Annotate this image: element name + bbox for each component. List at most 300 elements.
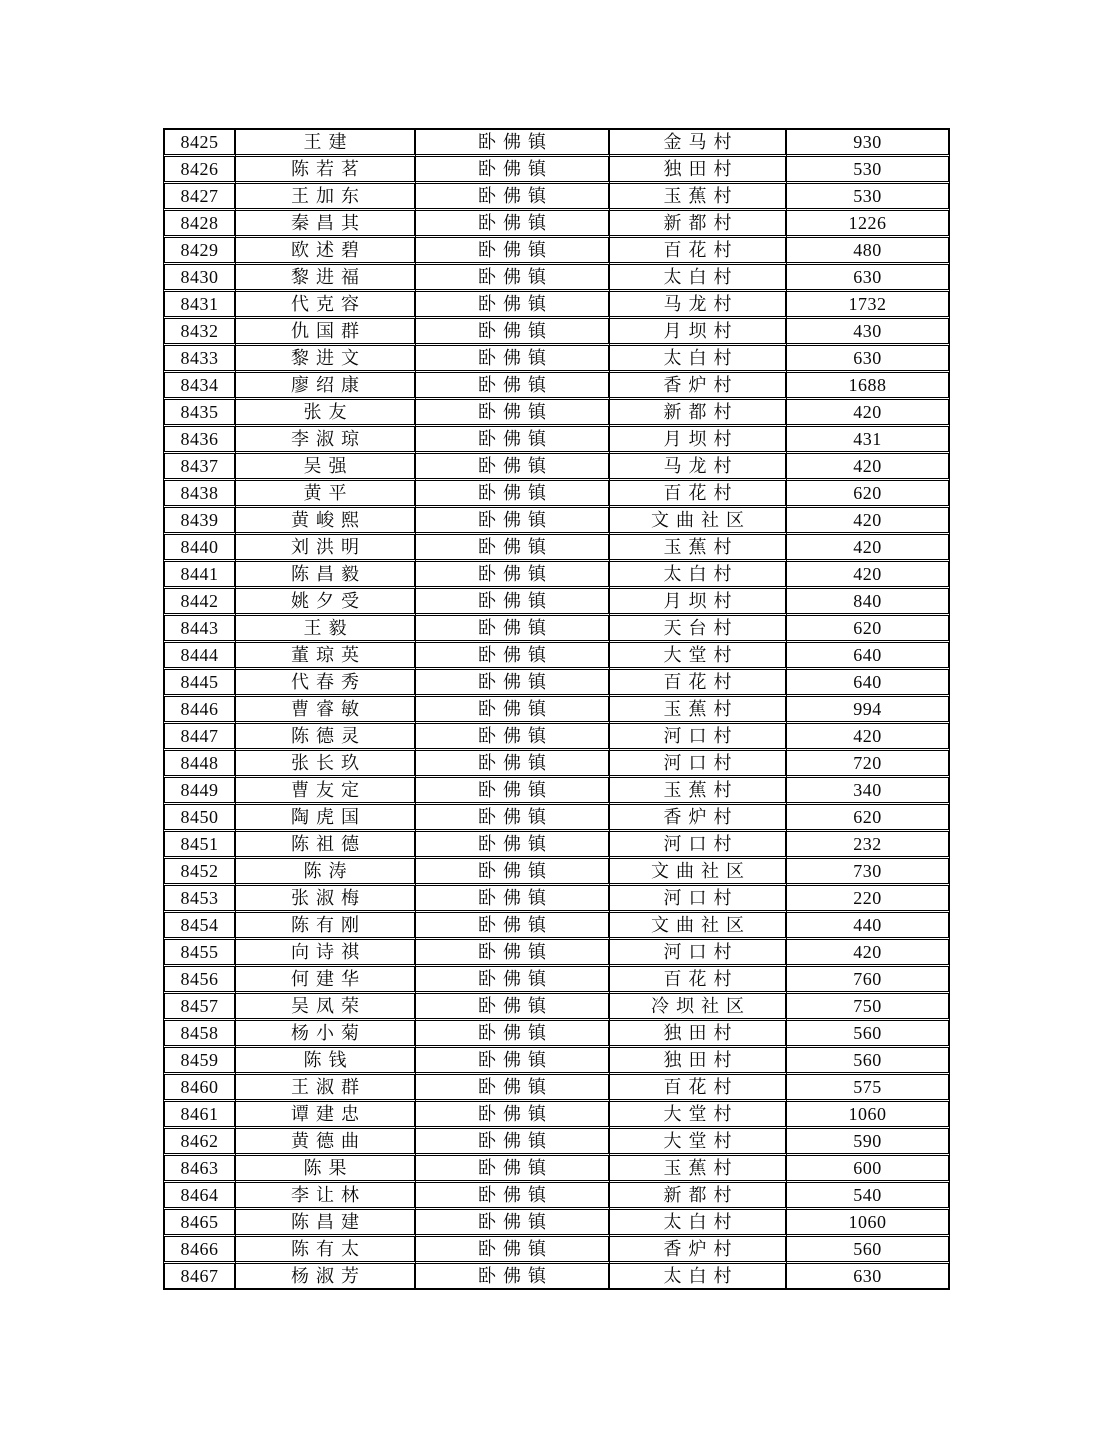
amount-text: 560	[853, 1239, 882, 1259]
cell-village	[610, 859, 787, 886]
name-text: 陈德灵	[291, 726, 366, 746]
cell-village	[610, 373, 787, 400]
town-text: 卧佛镇	[478, 564, 553, 584]
town-text: 卧佛镇	[478, 1266, 553, 1286]
records-table	[163, 128, 950, 1290]
town-text: 卧佛镇	[478, 1077, 553, 1097]
table-row	[163, 481, 950, 508]
cell-village	[610, 265, 787, 292]
amount-text: 620	[853, 618, 882, 638]
town-text: 卧佛镇	[478, 510, 553, 530]
cell-town	[416, 643, 610, 670]
name-text: 陈有太	[291, 1239, 366, 1259]
cell-id	[163, 265, 236, 292]
name-text: 谭建忠	[291, 1104, 366, 1124]
village-text: 百花村	[663, 483, 739, 503]
table-row	[163, 1102, 950, 1129]
id-text: 8458	[180, 1023, 219, 1043]
amount-text: 420	[853, 510, 882, 530]
village-text: 玉蕉村	[663, 186, 739, 206]
cell-town	[416, 1021, 610, 1048]
amount-text: 1732	[848, 294, 887, 314]
cell-id	[163, 1183, 236, 1210]
cell-id	[163, 211, 236, 238]
village-text: 文曲社区	[651, 861, 751, 881]
town-text: 卧佛镇	[478, 267, 553, 287]
cell-village	[610, 589, 787, 616]
town-text: 卧佛镇	[478, 483, 553, 503]
name-text: 黎进文	[291, 348, 366, 368]
cell-town	[416, 1129, 610, 1156]
cell-village	[610, 1237, 787, 1264]
id-text: 8434	[180, 375, 219, 395]
town-text: 卧佛镇	[478, 1212, 553, 1232]
cell-name	[236, 562, 416, 589]
cell-town	[416, 535, 610, 562]
cell-id	[163, 589, 236, 616]
cell-id	[163, 128, 236, 157]
name-text: 刘洪明	[291, 537, 366, 557]
cell-town	[416, 751, 610, 778]
cell-village	[610, 778, 787, 805]
cell-amount	[787, 1048, 950, 1075]
village-text: 香炉村	[663, 1239, 739, 1259]
village-text: 玉蕉村	[663, 780, 739, 800]
amount-text: 420	[853, 402, 882, 422]
town-text: 卧佛镇	[478, 915, 553, 935]
amount-text: 1060	[848, 1212, 887, 1232]
table-row	[163, 859, 950, 886]
amount-text: 560	[853, 1050, 882, 1070]
table-row	[163, 454, 950, 481]
cell-name	[236, 1129, 416, 1156]
cell-village	[610, 128, 787, 157]
cell-name	[236, 1075, 416, 1102]
name-text: 陈钱	[303, 1050, 354, 1070]
cell-village	[610, 805, 787, 832]
cell-id	[163, 373, 236, 400]
town-text: 卧佛镇	[478, 537, 553, 557]
cell-amount	[787, 697, 950, 724]
table-row	[163, 1237, 950, 1264]
table-row	[163, 373, 950, 400]
cell-village	[610, 1075, 787, 1102]
cell-town	[416, 346, 610, 373]
cell-town	[416, 128, 610, 157]
name-text: 李让林	[291, 1185, 366, 1205]
cell-amount	[787, 670, 950, 697]
name-text: 王加东	[291, 186, 366, 206]
id-text: 8455	[180, 942, 219, 962]
table-row	[163, 535, 950, 562]
amount-text: 560	[853, 1023, 882, 1043]
town-text: 卧佛镇	[478, 348, 553, 368]
id-text: 8466	[180, 1239, 219, 1259]
cell-id	[163, 1075, 236, 1102]
amount-text: 575	[853, 1077, 882, 1097]
cell-amount	[787, 967, 950, 994]
amount-text: 420	[853, 726, 882, 746]
table-row	[163, 1156, 950, 1183]
id-text: 8453	[180, 888, 219, 908]
village-text: 新都村	[663, 1185, 739, 1205]
cell-amount	[787, 508, 950, 535]
amount-text: 1060	[848, 1104, 887, 1124]
cell-name	[236, 832, 416, 859]
cell-name	[236, 319, 416, 346]
cell-amount	[787, 1021, 950, 1048]
cell-village	[610, 400, 787, 427]
cell-town	[416, 832, 610, 859]
id-text: 8428	[180, 213, 219, 233]
cell-amount	[787, 1210, 950, 1237]
id-text: 8433	[180, 348, 219, 368]
name-text: 陈昌建	[291, 1212, 366, 1232]
cell-town	[416, 319, 610, 346]
amount-text: 590	[853, 1131, 882, 1151]
village-text: 文曲社区	[651, 915, 751, 935]
town-text: 卧佛镇	[478, 1158, 553, 1178]
cell-id	[163, 778, 236, 805]
cell-village	[610, 751, 787, 778]
cell-amount	[787, 1156, 950, 1183]
cell-village	[610, 1210, 787, 1237]
table-row	[163, 1048, 950, 1075]
cell-name	[236, 481, 416, 508]
id-text: 8454	[180, 915, 219, 935]
cell-id	[163, 1210, 236, 1237]
cell-name	[236, 292, 416, 319]
id-text: 8435	[180, 402, 219, 422]
cell-id	[163, 724, 236, 751]
cell-name	[236, 400, 416, 427]
cell-amount	[787, 859, 950, 886]
cell-amount	[787, 535, 950, 562]
table-row	[163, 562, 950, 589]
cell-id	[163, 346, 236, 373]
cell-amount	[787, 751, 950, 778]
cell-town	[416, 562, 610, 589]
table-row	[163, 1075, 950, 1102]
cell-amount	[787, 589, 950, 616]
cell-town	[416, 1156, 610, 1183]
id-text: 8446	[180, 699, 219, 719]
cell-id	[163, 184, 236, 211]
cell-amount	[787, 373, 950, 400]
cell-town	[416, 265, 610, 292]
town-text: 卧佛镇	[478, 942, 553, 962]
cell-village	[610, 1264, 787, 1290]
cell-name	[236, 859, 416, 886]
amount-text: 420	[853, 456, 882, 476]
village-text: 玉蕉村	[663, 1158, 739, 1178]
amount-text: 600	[853, 1158, 882, 1178]
name-text: 黄德曲	[291, 1131, 366, 1151]
cell-id	[163, 427, 236, 454]
table-row	[163, 1183, 950, 1210]
cell-town	[416, 859, 610, 886]
name-text: 杨小菊	[291, 1023, 366, 1043]
cell-town	[416, 940, 610, 967]
cell-id	[163, 670, 236, 697]
id-text: 8439	[180, 510, 219, 530]
amount-text: 480	[853, 240, 882, 260]
name-text: 姚夕受	[291, 591, 366, 611]
table-row	[163, 832, 950, 859]
name-text: 王淑群	[291, 1077, 366, 1097]
cell-village	[610, 670, 787, 697]
name-text: 张淑梅	[291, 888, 366, 908]
cell-id	[163, 1237, 236, 1264]
id-text: 8441	[180, 564, 219, 584]
town-text: 卧佛镇	[478, 1185, 553, 1205]
name-text: 陈若茗	[291, 159, 366, 179]
town-text: 卧佛镇	[478, 807, 553, 827]
cell-amount	[787, 1129, 950, 1156]
table-row	[163, 886, 950, 913]
cell-village	[610, 832, 787, 859]
village-text: 玉蕉村	[663, 699, 739, 719]
cell-village	[610, 697, 787, 724]
id-text: 8461	[180, 1104, 219, 1124]
cell-id	[163, 481, 236, 508]
cell-name	[236, 886, 416, 913]
cell-id	[163, 238, 236, 265]
village-text: 香炉村	[663, 807, 739, 827]
table-row	[163, 724, 950, 751]
town-text: 卧佛镇	[478, 618, 553, 638]
cell-village	[610, 211, 787, 238]
cell-village	[610, 967, 787, 994]
village-text: 马龙村	[663, 456, 739, 476]
table-row	[163, 427, 950, 454]
id-text: 8460	[180, 1077, 219, 1097]
cell-name	[236, 805, 416, 832]
town-text: 卧佛镇	[478, 375, 553, 395]
table-row	[163, 292, 950, 319]
id-text: 8465	[180, 1212, 219, 1232]
cell-id	[163, 832, 236, 859]
table-row	[163, 616, 950, 643]
cell-id	[163, 994, 236, 1021]
table-row	[163, 940, 950, 967]
table-row	[163, 589, 950, 616]
town-text: 卧佛镇	[478, 861, 553, 881]
town-text: 卧佛镇	[478, 321, 553, 341]
id-text: 8429	[180, 240, 219, 260]
cell-village	[610, 508, 787, 535]
cell-id	[163, 454, 236, 481]
cell-amount	[787, 319, 950, 346]
village-text: 独田村	[663, 159, 739, 179]
table-row	[163, 751, 950, 778]
cell-village	[610, 157, 787, 184]
table-row	[163, 128, 950, 157]
cell-village	[610, 346, 787, 373]
cell-amount	[787, 454, 950, 481]
cell-village	[610, 724, 787, 751]
cell-village	[610, 1048, 787, 1075]
cell-name	[236, 454, 416, 481]
id-text: 8430	[180, 267, 219, 287]
town-text: 卧佛镇	[478, 240, 553, 260]
name-text: 李淑琼	[291, 429, 366, 449]
village-text: 天台村	[663, 618, 739, 638]
name-text: 陶虎国	[291, 807, 366, 827]
cell-village	[610, 184, 787, 211]
amount-text: 640	[853, 645, 882, 665]
amount-text: 640	[853, 672, 882, 692]
cell-town	[416, 1264, 610, 1290]
village-text: 河口村	[663, 726, 739, 746]
cell-town	[416, 373, 610, 400]
name-text: 陈涛	[303, 861, 354, 881]
cell-village	[610, 562, 787, 589]
id-text: 8452	[180, 861, 219, 881]
name-text: 董琼英	[291, 645, 366, 665]
table-row	[163, 805, 950, 832]
cell-village	[610, 1156, 787, 1183]
amount-text: 430	[853, 321, 882, 341]
id-text: 8442	[180, 591, 219, 611]
town-text: 卧佛镇	[478, 591, 553, 611]
table-row	[163, 238, 950, 265]
village-text: 河口村	[663, 942, 739, 962]
cell-id	[163, 751, 236, 778]
cell-id	[163, 805, 236, 832]
town-text: 卧佛镇	[478, 1023, 553, 1043]
cell-amount	[787, 238, 950, 265]
village-text: 冷坝社区	[651, 996, 751, 1016]
cell-id	[163, 562, 236, 589]
amount-text: 930	[853, 132, 882, 152]
records-table-body	[163, 128, 950, 1290]
amount-text: 630	[853, 348, 882, 368]
amount-text: 220	[853, 888, 882, 908]
name-text: 曹睿敏	[291, 699, 366, 719]
cell-name	[236, 508, 416, 535]
town-text: 卧佛镇	[478, 213, 553, 233]
cell-village	[610, 481, 787, 508]
cell-name	[236, 913, 416, 940]
cell-village	[610, 1183, 787, 1210]
name-text: 何建华	[291, 969, 366, 989]
id-text: 8459	[180, 1050, 219, 1070]
name-text: 杨淑芳	[291, 1266, 366, 1286]
village-text: 独田村	[663, 1023, 739, 1043]
cell-village	[610, 1102, 787, 1129]
cell-amount	[787, 481, 950, 508]
id-text: 8426	[180, 159, 219, 179]
village-text: 大堂村	[663, 645, 739, 665]
cell-name	[236, 1102, 416, 1129]
cell-town	[416, 913, 610, 940]
cell-amount	[787, 184, 950, 211]
cell-id	[163, 697, 236, 724]
cell-town	[416, 967, 610, 994]
cell-id	[163, 1129, 236, 1156]
table-row	[163, 1021, 950, 1048]
cell-amount	[787, 128, 950, 157]
cell-amount	[787, 940, 950, 967]
cell-town	[416, 238, 610, 265]
village-text: 百花村	[663, 969, 739, 989]
name-text: 王毅	[303, 618, 354, 638]
amount-text: 730	[853, 861, 882, 881]
id-text: 8427	[180, 186, 219, 206]
name-text: 陈祖德	[291, 834, 366, 854]
cell-name	[236, 184, 416, 211]
cell-name	[236, 1048, 416, 1075]
cell-amount	[787, 1075, 950, 1102]
town-text: 卧佛镇	[478, 1050, 553, 1070]
cell-amount	[787, 346, 950, 373]
cell-id	[163, 1021, 236, 1048]
cell-amount	[787, 1237, 950, 1264]
amount-text: 840	[853, 591, 882, 611]
cell-amount	[787, 616, 950, 643]
name-text: 吴凤荣	[291, 996, 366, 1016]
cell-village	[610, 1129, 787, 1156]
cell-id	[163, 1264, 236, 1290]
cell-amount	[787, 805, 950, 832]
cell-name	[236, 373, 416, 400]
cell-amount	[787, 1264, 950, 1290]
village-text: 百花村	[663, 672, 739, 692]
town-text: 卧佛镇	[478, 699, 553, 719]
town-text: 卧佛镇	[478, 834, 553, 854]
cell-town	[416, 1102, 610, 1129]
amount-text: 630	[853, 267, 882, 287]
table-row	[163, 265, 950, 292]
table-row	[163, 508, 950, 535]
amount-text: 420	[853, 942, 882, 962]
amount-text: 630	[853, 1266, 882, 1286]
amount-text: 1226	[848, 213, 887, 233]
cell-id	[163, 508, 236, 535]
id-text: 8436	[180, 429, 219, 449]
town-text: 卧佛镇	[478, 159, 553, 179]
town-text: 卧佛镇	[478, 726, 553, 746]
id-text: 8444	[180, 645, 219, 665]
village-text: 独田村	[663, 1050, 739, 1070]
name-text: 张友	[303, 402, 354, 422]
id-text: 8456	[180, 969, 219, 989]
cell-village	[610, 292, 787, 319]
cell-amount	[787, 724, 950, 751]
cell-id	[163, 643, 236, 670]
name-text: 廖绍康	[291, 375, 366, 395]
cell-id	[163, 319, 236, 346]
id-text: 8443	[180, 618, 219, 638]
cell-name	[236, 157, 416, 184]
cell-town	[416, 1210, 610, 1237]
table-row	[163, 778, 950, 805]
id-text: 8464	[180, 1185, 219, 1205]
table-row	[163, 157, 950, 184]
village-text: 月坝村	[663, 321, 739, 341]
cell-name	[236, 940, 416, 967]
cell-amount	[787, 994, 950, 1021]
cell-town	[416, 157, 610, 184]
cell-name	[236, 1021, 416, 1048]
cell-name	[236, 238, 416, 265]
village-text: 百花村	[663, 1077, 739, 1097]
cell-amount	[787, 157, 950, 184]
cell-name	[236, 589, 416, 616]
town-text: 卧佛镇	[478, 186, 553, 206]
name-text: 仇国群	[291, 321, 366, 341]
